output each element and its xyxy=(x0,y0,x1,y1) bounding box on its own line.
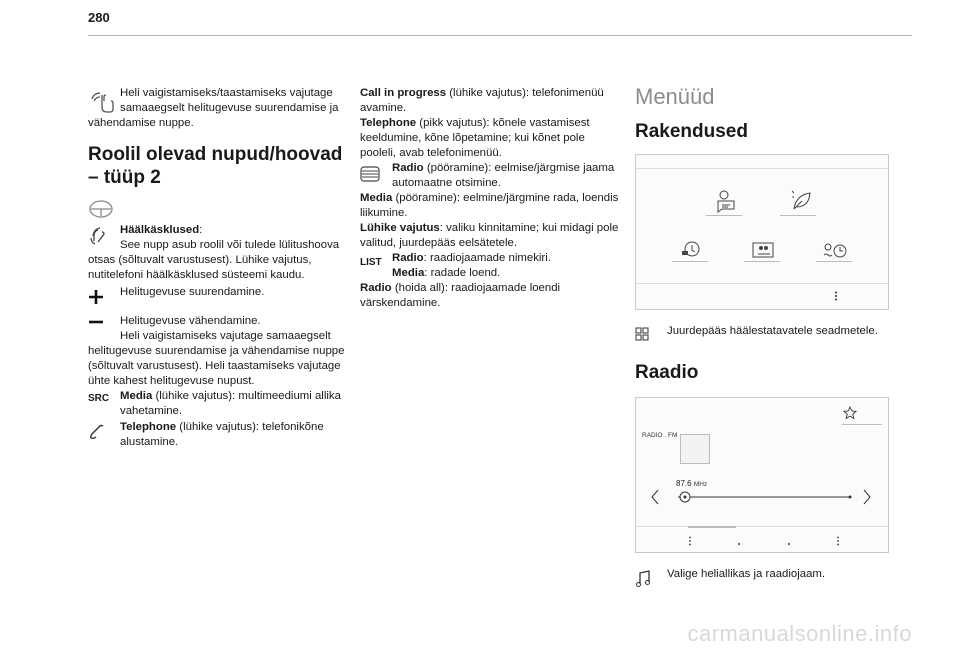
vol-down-text: Helitugevuse vähendamine. xyxy=(120,315,261,327)
mute-note xyxy=(88,86,350,131)
voice-command-icon xyxy=(88,224,112,246)
column-2 xyxy=(360,86,622,311)
menu-heading: Menüüd xyxy=(635,84,715,109)
star-favorite-icon[interactable] xyxy=(843,406,857,420)
radio-heading: Raadio xyxy=(635,362,699,383)
radio-screen-label: RADIO . FM xyxy=(642,432,678,439)
active-tab-indicator xyxy=(688,526,736,528)
src-bold: Media xyxy=(120,390,153,402)
apps-screen-topbar xyxy=(636,168,888,169)
list-radio-text: : raadiojaamade nimekiri. xyxy=(423,252,551,264)
vol-down-item xyxy=(88,314,350,329)
column-3 xyxy=(635,84,897,582)
list-item xyxy=(360,251,622,281)
call-bold: Call in progress xyxy=(360,87,447,99)
tune-next-icon[interactable] xyxy=(862,488,872,506)
short-text: : valiku kinnitamine; kui midagi pole valitud, juurdepääs eelsätetele. xyxy=(360,222,619,249)
call-text: (lühike vajutus): telefonimenüü avamine. xyxy=(360,87,604,114)
leaf-eco-icon[interactable] xyxy=(786,185,816,215)
short-item xyxy=(360,221,622,251)
tune-prev-icon[interactable] xyxy=(650,488,660,506)
voice-text: See nupp asub roolil või tulede lülitushoova otsas (sõltuvalt varustusest). Lühike vajutus, nutitelefoni häälkäsklused süsteemi kaudu. xyxy=(88,239,340,281)
hold-text: (hoida all): raadiojaamade loendi värskendamine. xyxy=(360,282,561,309)
plus-icon xyxy=(88,289,104,305)
radio-screen xyxy=(635,397,889,553)
short-bold: Lühike vajutus xyxy=(360,222,440,234)
vol-up-item xyxy=(88,285,350,300)
grid-apps-icon xyxy=(635,327,649,341)
radio-tab-dot-1[interactable] xyxy=(737,542,741,546)
apps-more-icon[interactable] xyxy=(834,291,838,301)
frequency-value: 87.6 xyxy=(676,479,692,488)
header-rule xyxy=(88,35,912,36)
frequency-slider[interactable] xyxy=(676,490,856,504)
apps-screen xyxy=(635,154,889,310)
media-bold: Media xyxy=(360,192,393,204)
radio-caption-item xyxy=(635,567,897,582)
tel-bold: Telephone xyxy=(120,421,177,433)
call-item xyxy=(360,86,622,116)
voice-title: Häälkäsklused xyxy=(120,224,200,236)
phone-icon xyxy=(88,423,106,441)
list-label: LIST xyxy=(360,257,382,268)
mute-note-text: Heli vaigistamiseks/taastamiseks vajutage samaaegselt helitugevuse suurendamise ja vähendamise nuppe. xyxy=(88,87,339,129)
connected-apps-icon[interactable] xyxy=(712,185,742,215)
hold-item xyxy=(360,281,622,311)
vol-down-more: Heli vaigistamiseks vajutage samaaegselt helitugevuse suurendamise ja vähendamise nuppe (sõltuvalt varustusest). Heli taastamiseks vajutage ühte kahest helitugevuse nupust. xyxy=(88,330,345,387)
vol-up-text: Helitugevuse suurendamine. xyxy=(120,286,265,298)
tellong-bold: Telephone xyxy=(360,117,417,129)
minus-icon xyxy=(88,319,104,325)
voice-item: Häälkäsklused: xyxy=(88,223,350,238)
watermark: carmanualsonline.info xyxy=(687,621,912,646)
radio-list-icon[interactable] xyxy=(688,536,692,546)
list-radio-bold: Radio xyxy=(392,252,424,264)
radio-more-icon[interactable] xyxy=(836,536,840,546)
hold-bold: Radio xyxy=(360,282,392,294)
tel-item xyxy=(88,420,350,450)
section-heading-steering: Roolil olevad nupud/hoovad – tüüp 2 xyxy=(88,144,343,188)
apps-caption-item xyxy=(635,324,897,339)
src-text: (lühike vajutus): multimeediumi allika vahetamine. xyxy=(120,390,341,417)
page-number: 280 xyxy=(88,10,110,25)
radio-bold: Radio xyxy=(392,162,424,174)
station-artwork xyxy=(680,434,710,464)
radio-rotate-item xyxy=(360,161,622,191)
tellong-text: (pikk vajutus): kõnele vastamisest keeldumine, kõne lõpetamine; kui kõnet pole pooleli, avab telefonimenüü. xyxy=(360,117,590,159)
frequency-unit: MHz xyxy=(693,481,708,488)
column-1 xyxy=(88,86,350,450)
wheel-roller-icon xyxy=(360,165,380,183)
tel-text: (lühike vajutus): telefonikõne alustamine. xyxy=(120,421,324,448)
src-item xyxy=(88,389,350,419)
media-item xyxy=(360,191,622,221)
list-media-text: : radade loend. xyxy=(424,267,501,279)
radio-text: (pööramine): eelmise/järgmise jaama automaatne otsimine. xyxy=(392,162,615,189)
tellong-item xyxy=(360,116,622,161)
hand-press-icon xyxy=(88,89,116,115)
steering-wheel-icon xyxy=(88,199,350,219)
media-text: (pööramine): eelmine/järgmine rada, loendis liikumine. xyxy=(360,192,619,219)
src-label: SRC xyxy=(88,393,110,404)
list-media-bold: Media xyxy=(392,267,425,279)
music-note-icon xyxy=(635,570,651,588)
radio-tab-dot-2[interactable] xyxy=(787,542,791,546)
apps-heading: Rakendused xyxy=(635,121,748,142)
radio-caption: Valige heliallikas ja raadiojaam. xyxy=(667,568,826,580)
apps-caption: Juurdepääs häälestatavatele seadmetele. xyxy=(667,325,878,337)
